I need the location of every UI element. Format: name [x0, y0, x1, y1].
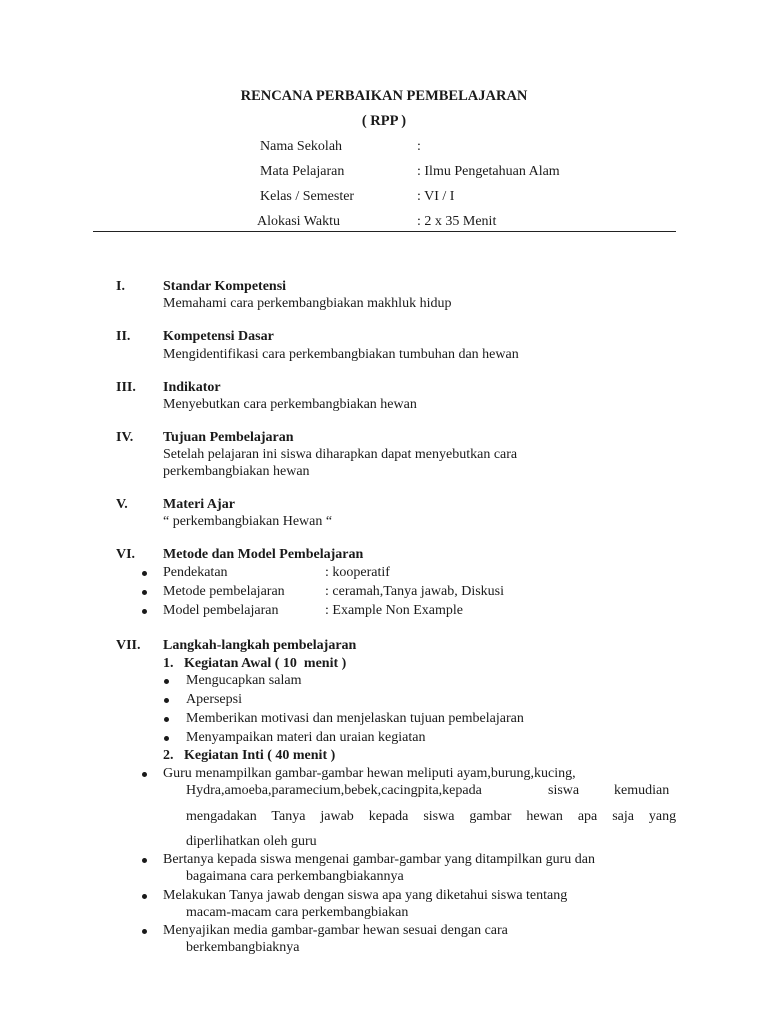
section-heading: Indikator [163, 380, 221, 395]
bullet-icon [142, 609, 147, 614]
list-item-continuation: siswa [548, 783, 580, 798]
section-heading: Standar Kompetensi [163, 279, 287, 294]
section-text: perkembangbiakan hewan [163, 464, 310, 479]
list-item-continuation: kemudian [614, 783, 670, 798]
header-divider [93, 231, 676, 232]
section-text: Menyebutkan cara perkembangbiakan hewan [163, 397, 417, 412]
list-item: Guru menampilkan gambar-gambar hewan meliputi ayam,burung,kucing, [163, 766, 576, 781]
list-item-continuation: macam-macam cara perkembangbiakan [186, 905, 409, 920]
bullet-icon [142, 772, 147, 777]
list-item-continuation: mengadakan Tanya jawab kepada siswa gambar hewan apa saja yang [186, 809, 677, 824]
bullet-icon [164, 736, 169, 741]
list-item: Mengucapkan salam [186, 673, 302, 688]
section-text: Setelah pelajaran ini siswa diharapkan dapat menyebutkan cara [163, 447, 518, 462]
info-label-subject: Mata Pelajaran [260, 164, 345, 179]
bullet-icon [142, 571, 147, 576]
section-number: II. [116, 329, 131, 344]
section-number: IV. [116, 430, 134, 445]
list-item: Melakukan Tanya jawab dengan siswa apa yang diketahui siswa tentang [163, 888, 568, 903]
metode-value: : kooperatif [325, 565, 390, 580]
section-number: III. [116, 380, 136, 395]
page-subtitle: ( RPP ) [361, 113, 407, 129]
list-item: Apersepsi [186, 692, 242, 707]
bullet-icon [164, 717, 169, 722]
bullet-icon [142, 590, 147, 595]
section-text: Memahami cara perkembangbiakan makhluk hidup [163, 296, 452, 311]
metode-value: : Example Non Example [325, 603, 464, 618]
page-title: RENCANA PERBAIKAN PEMBELAJARAN [240, 88, 528, 104]
list-item: Memberikan motivasi dan menjelaskan tujuan pembelajaran [186, 711, 524, 726]
section-heading: Kompetensi Dasar [163, 329, 274, 344]
info-label-class: Kelas / Semester [260, 189, 355, 204]
info-value-time: : 2 x 35 Menit [417, 214, 497, 229]
metode-label: Model pembelajaran [163, 603, 279, 618]
section-number: V. [116, 497, 128, 512]
list-item: Menyajikan media gambar-gambar hewan sesuai dengan cara [163, 923, 508, 938]
list-item-continuation: berkembangbiaknya [186, 940, 300, 955]
info-value-school: : [417, 139, 421, 154]
info-label-time: Alokasi Waktu [257, 214, 340, 229]
section-heading: Metode dan Model Pembelajaran [163, 547, 364, 562]
section-heading: Tujuan Pembelajaran [163, 430, 294, 445]
metode-label: Metode pembelajaran [163, 584, 285, 599]
bullet-icon [142, 858, 147, 863]
bullet-icon [142, 894, 147, 899]
section-text: “ perkembangbiakan Hewan “ [163, 514, 333, 529]
section-heading: Langkah-langkah pembelajaran [163, 638, 357, 653]
bullet-icon [164, 698, 169, 703]
subsection-heading-awal: 1. Kegiatan Awal ( 10 menit ) [163, 656, 347, 671]
list-item: Menyampaikan materi dan uraian kegiatan [186, 730, 426, 745]
bullet-icon [164, 679, 169, 684]
info-value-subject: : Ilmu Pengetahuan Alam [417, 164, 560, 179]
list-item-continuation: diperlihatkan oleh guru [186, 834, 317, 849]
info-label-school: Nama Sekolah [260, 139, 343, 154]
subsection-heading-inti: 2. Kegiatan Inti ( 40 menit ) [163, 748, 336, 763]
info-value-class: : VI / I [417, 189, 455, 204]
list-item: Bertanya kepada siswa mengenai gambar-gambar yang ditampilkan guru dan [163, 852, 596, 867]
section-number: VII. [116, 638, 141, 653]
list-item-continuation: Hydra,amoeba,paramecium,bebek,cacingpita,kepada [186, 783, 482, 798]
bullet-icon [142, 929, 147, 934]
section-heading: Materi Ajar [163, 497, 235, 512]
section-number: I. [116, 279, 125, 294]
list-item-continuation: bagaimana cara perkembangbiakannya [186, 869, 404, 884]
section-text: Mengidentifikasi cara perkembangbiakan tumbuhan dan hewan [163, 347, 519, 362]
metode-value: : ceramah,Tanya jawab, Diskusi [325, 584, 505, 599]
section-number: VI. [116, 547, 136, 562]
metode-label: Pendekatan [163, 565, 228, 580]
